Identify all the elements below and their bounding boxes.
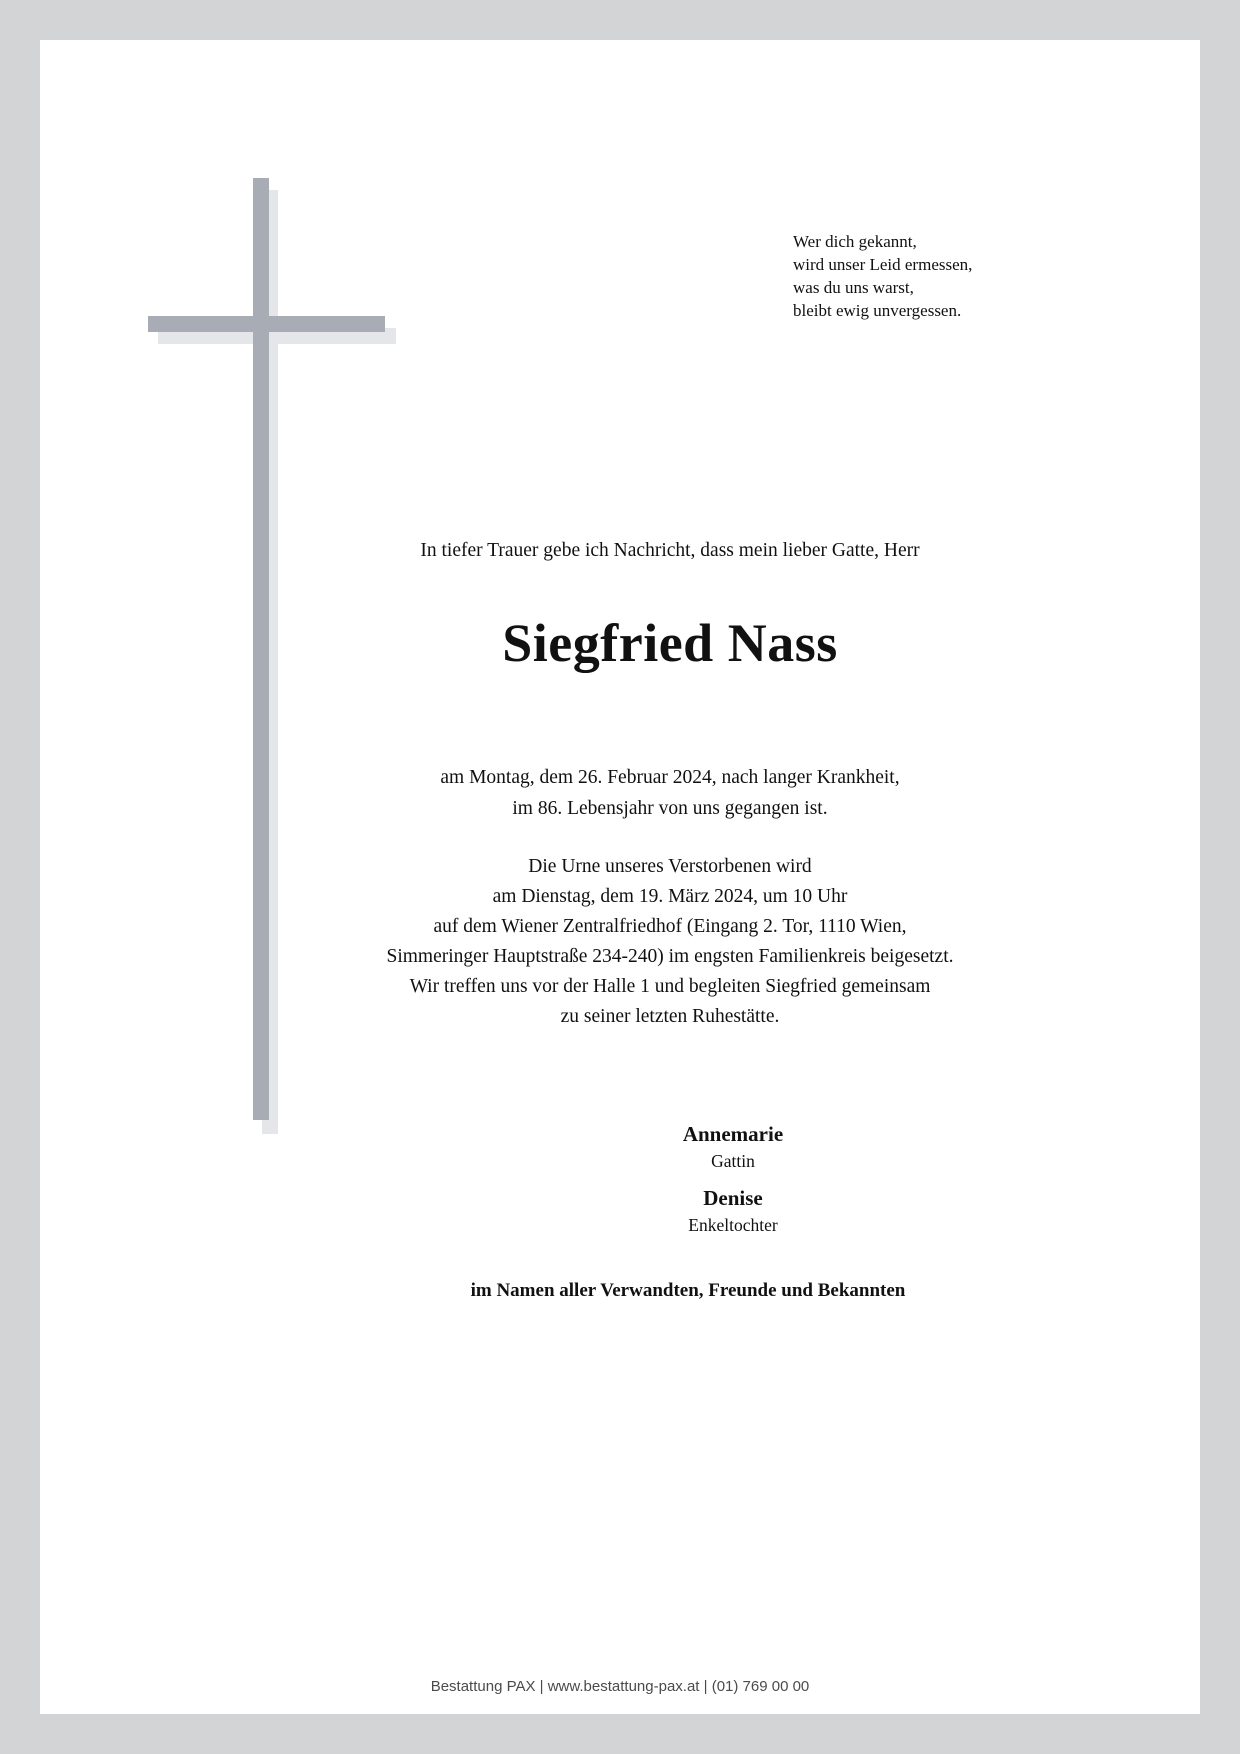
mourner	[266, 1184, 1200, 1238]
mourners-list	[266, 1120, 1200, 1238]
mourner	[266, 1120, 1200, 1174]
funeral-line: Die Urne unseres Verstorbenen wird	[528, 856, 812, 877]
funeral-line: Simmeringer Hauptstraße 234-240) im engsten Familienkreis beigesetzt.	[386, 946, 954, 967]
closing-line: im Namen aller Verwandten, Freunde und Bekannten	[470, 1280, 906, 1301]
obituary-card	[40, 40, 1200, 1714]
verse-line: wird unser Leid ermessen,	[793, 255, 973, 274]
mourner-relation: Gattin	[711, 1151, 755, 1171]
mourner-name: Annemarie	[682, 1122, 784, 1146]
deceased-name: Siegfried Nass	[502, 613, 838, 673]
death-paragraph	[140, 762, 1200, 824]
funeral-line: auf dem Wiener Zentralfriedhof (Eingang 2. Tor, 1110 Wien,	[433, 916, 907, 937]
mourner-relation: Enkeltochter	[688, 1215, 778, 1235]
verse-line: bleibt ewig unvergessen.	[793, 301, 962, 320]
verse-line: was du uns warst,	[793, 278, 914, 297]
funeral-home-footer: Bestattung PAX | www.bestattung-pax.at | (01) 769 00 00	[430, 1678, 810, 1695]
memorial-verse	[793, 230, 972, 322]
death-line: am Montag, dem 26. Februar 2024, nach langer Krankheit,	[440, 767, 900, 788]
funeral-line: am Dienstag, dem 19. März 2024, um 10 Uhr	[492, 886, 848, 907]
funeral-line: Wir treffen uns vor der Halle 1 und begleiten Siegfried gemeinsam	[409, 976, 931, 997]
cross-bar-horizontal	[148, 316, 385, 332]
funeral-line: zu seiner letzten Ruhestätte.	[560, 1006, 780, 1027]
death-line: im 86. Lebensjahr von uns gegangen ist.	[512, 798, 828, 819]
mourner-name: Denise	[703, 1186, 763, 1210]
announcement-intro: In tiefer Trauer gebe ich Nachricht, dass mein lieber Gatte, Herr	[420, 540, 920, 561]
funeral-paragraph	[140, 852, 1200, 1032]
verse-line: Wer dich gekannt,	[793, 232, 917, 251]
